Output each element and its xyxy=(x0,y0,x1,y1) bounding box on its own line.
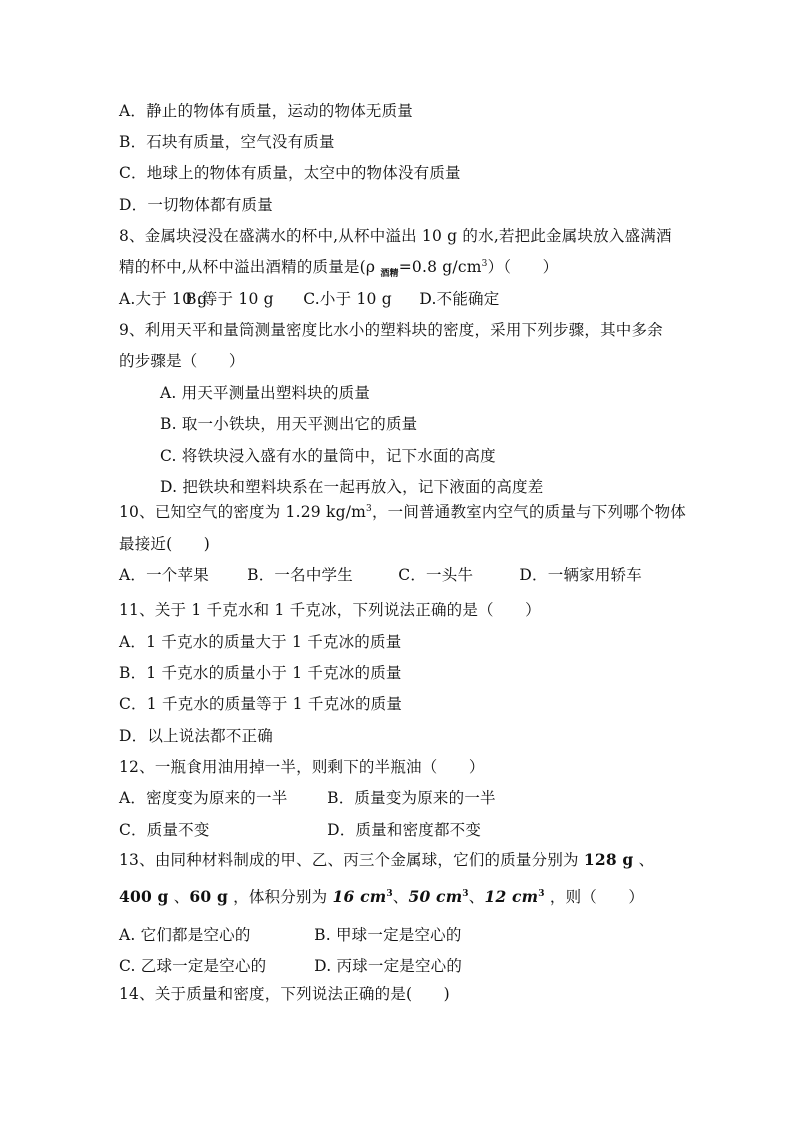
q12-option-b: B．质量变为原来的一半 xyxy=(327,789,496,807)
q10-option-a: A．一个苹果 xyxy=(119,566,209,584)
q13-options-row2 xyxy=(119,956,462,976)
q7-option-a: A．静止的物体有质量，运动的物体无质量 xyxy=(119,102,413,120)
q8-rho-subscript: 酒精 xyxy=(380,269,399,279)
q12-option-c: C．质量不变 xyxy=(119,821,210,839)
q14-stem: 14、关于质量和密度，下列说法正确的是( ) xyxy=(119,985,450,1003)
q11-option-c: C．1 千克水的质量等于 1 千克冰的质量 xyxy=(119,695,403,713)
q9-option-b: B. 取一小铁块，用天平测出它的质量 xyxy=(160,415,418,433)
q13-mass-1: 128 g xyxy=(583,850,634,869)
q11-option-a: A．1 千克水的质量大于 1 千克冰的质量 xyxy=(119,633,402,651)
q8-options xyxy=(119,289,499,309)
q9-option-d: D. 把铁块和塑料块系在一起再放入，记下液面的高度差 xyxy=(160,478,544,496)
q12-options-row2 xyxy=(119,820,481,840)
q8-stem-line2: 精的杯中,从杯中溢出酒精的质量是(ρ $_{酒精}$=0.8 $g/cm^3$）（ ） xyxy=(119,258,559,279)
q9-stem-line2: 的步骤是（ ） xyxy=(119,352,245,370)
q9-option-a: A. 用天平测量出塑料块的质量 xyxy=(160,384,371,402)
q11-stem: 11、关于 1 千克水和 1 千克冰，下列说法正确的是（ ） xyxy=(119,601,541,619)
q13-mass-3: 60 g xyxy=(189,887,229,906)
q13-mass-2: 400 g xyxy=(119,887,169,906)
q13-option-c: C. 乙球一定是空心的 xyxy=(119,957,267,975)
q7-option-b: B．石块有质量，空气没有质量 xyxy=(119,133,335,151)
q8-stem-line1: 8、金属块浸没在盛满水的杯中,从杯中溢出 10 g 的水,若把此金属块放入盛满酒 xyxy=(119,227,672,245)
q8-option-b: B.等于 10 g xyxy=(185,290,274,308)
q7-option-d: D．一切物体都有质量 xyxy=(119,196,273,214)
q11-option-b: B．1 千克水的质量小于 1 千克冰的质量 xyxy=(119,664,402,682)
q13-option-a: A. 它们都是空心的 xyxy=(119,926,251,944)
q12-option-d: D．质量和密度都不变 xyxy=(327,821,482,839)
q12-stem: 12、一瓶食用油用掉一半，则剩下的半瓶油（ ） xyxy=(119,758,485,776)
q8-option-c: C.小于 10 g xyxy=(303,290,392,308)
q13-volume-1: 16 cm xyxy=(332,887,387,906)
q12-options-row1 xyxy=(119,788,496,808)
q13-stem-line1: 13、由同种材料制成的甲、乙、丙三个金属球，它们的质量分别为 128 g 、 xyxy=(119,850,655,869)
q10-option-b: B．一名中学生 xyxy=(247,566,353,584)
q13-option-d: D. 丙球一定是空心的 xyxy=(314,957,463,975)
q11-option-d: D．以上说法都不正确 xyxy=(119,727,273,745)
q10-stem-line1: 10、已知空气的密度为 1.29 $kg/m^3$，一间普通教室内空气的质量与下列哪个物体 xyxy=(119,503,686,521)
q10-option-d: D．一辆家用轿车 xyxy=(519,566,642,584)
q13-options-row1 xyxy=(119,925,462,945)
q13-volume-3: 12 cm xyxy=(484,887,539,906)
q9-option-c: C. 将铁块浸入盛有水的量筒中，记下水面的高度 xyxy=(160,447,496,465)
q7-option-c: C．地球上的物体有质量，太空中的物体没有质量 xyxy=(119,164,461,182)
q10-stem-line2: 最接近( ) xyxy=(119,535,210,553)
q10-options xyxy=(119,565,642,585)
q9-stem-line1: 9、利用天平和量筒测量密度比水小的塑料块的密度，采用下列步骤，其中多余 xyxy=(119,321,663,339)
q13-option-b: B. 甲球一定是空心的 xyxy=(314,926,462,944)
q10-option-c: C．一头牛 xyxy=(398,566,474,584)
q12-option-a: A．密度变为原来的一半 xyxy=(119,789,288,807)
q8-option-d: D.不能确定 xyxy=(419,290,500,308)
q13-volume-2: 50 cm xyxy=(408,887,463,906)
q13-stem-line2: 400 g 、60 g ，体积分别为 16 $cm^3$、50 $cm^3$、12 $cm^3$ ，则（ ） xyxy=(119,887,645,906)
q8-option-a: A.大于 10 g xyxy=(119,290,208,308)
